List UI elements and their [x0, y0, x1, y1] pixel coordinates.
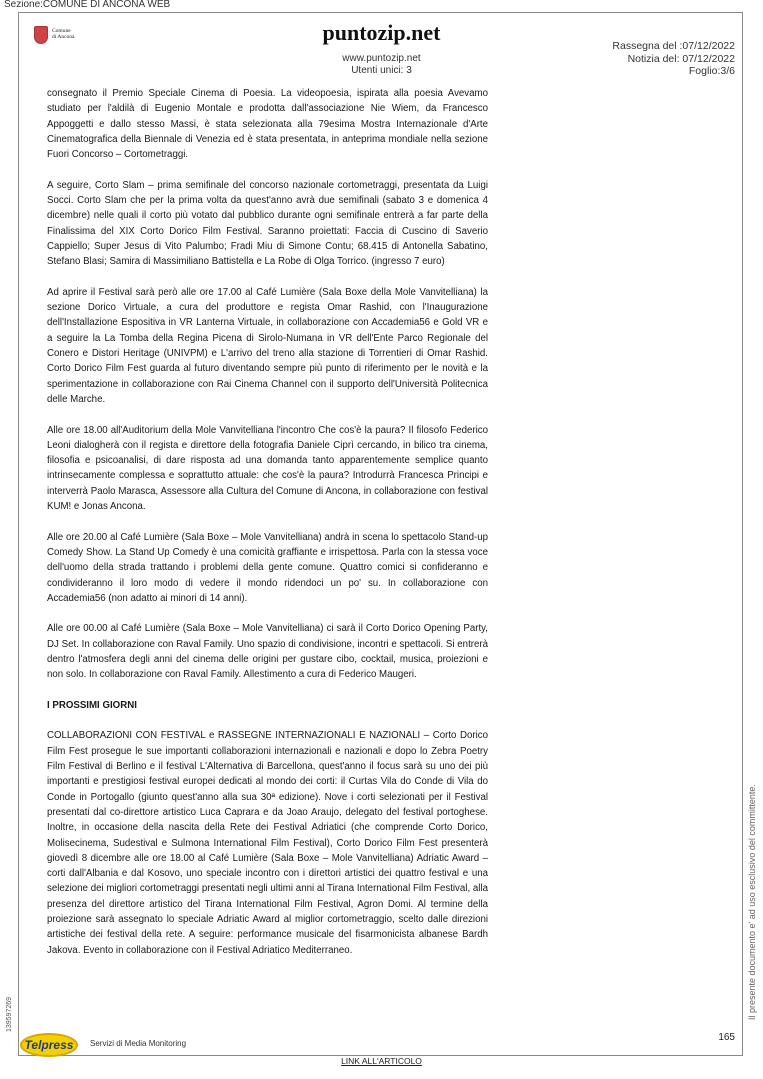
- publication-title: puntozip.net: [322, 20, 441, 45]
- telpress-badge: [20, 1033, 78, 1057]
- service-label: Servizi di Media Monitoring: [90, 1039, 187, 1048]
- section-heading: I PROSSIMI GIORNI: [47, 699, 137, 711]
- sheet-number: Foglio:3/6: [688, 65, 735, 77]
- telpress-logo: [20, 1033, 78, 1057]
- paragraph: consegnato il Premio Speciale Cinema di Poesia. La videopoesia, ispirata alla poesia Avevamo studiato per l'aldilà di Eugenio Montale e prodotta dall'associazione Nie Wiem, da Francesco Appoggetti e dallo stesso Massi, è stata selezionata alla 79esima Mostra Internazionale d'Arte Cinematografica della Biennale di Venezia ed è stata presentata, in anteprima mondiale nella sezione Fuori Concorso – Cortometraggi.: [47, 88, 488, 161]
- publication-site: www.puntozip.net: [342, 53, 421, 64]
- paragraph: COLLABORAZIONI CON FESTIVAL e RASSEGNE INTERNAZIONALI E NAZIONALI – Corto Dorico Film Fest prosegue le sue importanti collaborazioni internazionali e nazionali e dopo lo Zebra Poetry Film Festival di Berlino e il festival L'Alternativa di Barcellona, quest'anno il focus sarà su uno dei più importanti e prestigiosi festival europei dedicati al mondo dei corti: il Curtas Vila do Conde di Vila do Conde in Portogallo (giunto quest'anno alla sua 30ª edizione). Nove i corti selezionati per il Festival presentati dal co-direttore artistico Luca Caprara e da Joao Araujo, delegato del festival portoghese. Inoltre, in occasione della nascita della Rete dei Festival Adriatici (che comprende Corto Dorico, Molisecinema, Sudestival e Sulmona International Film Festival), Corto Dorico Film Fest presenterà giovedì 8 dicembre alle ore 18.00 al Café Lumière (Sala Boxe – Mole Vanvitelliana) Adriatic Award – corti dall'Albania e dal Kosovo, uno speciale incontro con i direttori artistici dei quattro festival e una selezione dei migliori cortometraggi presentati negli ultimi anni al Tirana International Film Festival, alla presenza del direttore artistico del Tirana International Film Festival, Agron Domi. Al termine della proiezione sarà assegnato lo speciale Adriatic Award al miglior cortometraggio, scelto dalle direzioni artistiche dei festival della rete. A seguire: performance musicale del fisarmonicista albanese Bardh Jakova. Evento in collaborazione con il Festival Adriatico Mediterraneo.: [47, 730, 488, 956]
- article-link[interactable]: LINK ALL'ARTICOLO: [341, 1056, 422, 1066]
- document-code: 139597269: [6, 996, 13, 1032]
- unique-users: Utenti unici: 3: [351, 65, 412, 76]
- logo-text-line1: Comune: [52, 28, 71, 34]
- section-label: Sezione:COMUNE DI ANCONA WEB: [4, 0, 171, 10]
- article-body: [47, 86, 488, 973]
- rassegna-date: Rassegna del :07/12/2022: [612, 40, 735, 52]
- paragraph: A seguire, Corto Slam – prima semifinale del concorso nazionale cortometraggi, presentata da Luigi Socci. Corto Slam che per la prima volta da quest'anno avrà due semifinali (sabato 3 e domenica 4 dicembre) nelle quali il corto più votato dal pubblico durante ogni semifinale entrerà a far parte della Finalissima del XIX Corto Dorico Film Festival. Saranno proiettati: Faccia di Cuscino di Saverio Cappiello; Super Jesus di Vito Palumbo; Fradi Miu di Simone Contu; 68.415 di Antonella Sabatino, Stefano Blasi; Samira di Massimiliano Battistella e La Robe di Olga Torrico. (ingresso 7 euro): [47, 179, 488, 268]
- paragraph: Alle ore 18.00 all'Auditorium della Mole Vanvitelliana l'incontro Che cos'è la paura? Il filosofo Federico Leoni dialogherà con il regista e direttore della fotografia Daniele Ciprì cercando, in bilico tra cinema, filosofia e psicoanalisi, di dare risposta ad una domanda tanto apparentemente semplice quanto intrinsecamente complessa e soprattutto attuale: che cos'è la paura? Introdurrà Francesca Principi e interverrà Paolo Marasca, Assessore alla Cultura del Comune di Ancona, in collaborazione con festival KUM! e Jonas Ancona.: [47, 424, 488, 513]
- paragraph: Alle ore 00.00 al Café Lumière (Sala Boxe – Mole Vanvitelliana) ci sarà il Corto Dorico Opening Party, DJ Set. In collaborazione con Raval Family. Uno spazio di condivisione, incontri e spettacoli. Si entrerà dentro l'atmosfera degli anni del cinema delle origini per gustare cibo, cocktail, musica, proiezioni e non solo. In collaborazione con Raval Family. Allestimento a cura di Federico Maugeri.: [47, 623, 488, 681]
- notizia-date: Notizia del: 07/12/2022: [627, 52, 735, 65]
- logo-text-line2: di Ancona: [52, 34, 75, 40]
- telpress-wordmark: Telpress: [24, 1038, 74, 1052]
- paragraph: Ad aprire il Festival sarà però alle ore 17.00 al Café Lumière (Sala Boxe della Mole Vanvitelliana) la sezione Dorico Virtuale, a cura del produttore e regista Omar Rashid, con l'Inaugurazione dell'Installazione Espositiva in VR Lanterna Virtuale, in collaborazione con Accademia56 e Gold VR e a seguire la La Tomba della Regina Picena di Sirolo-Numana in VR dell'Ente Parco Regionale del Conero e Distori Heritage (UNIVPM) e L'arrivo del treno alla stazione di Torrentieri di Omar Rashid. Corto Dorico Film Fest guarda al futuro diventando sempre più punto di riferimento per le novità e la sperimentazione in collaborazione con Rai Cinema Channel con il supporto dell'Università Politecnica delle Marche.: [47, 286, 488, 405]
- page-number: 165: [718, 1032, 735, 1043]
- paragraph: Alle ore 20.00 al Café Lumière (Sala Boxe – Mole Vanvitelliana) andrà in scena lo spettacolo Stand-up Comedy Show. La Stand Up Comedy è una comicità graffiante e irrispettosa. Parla con la stessa voce dell'uomo della strada trattando i problemi della gente comune. Quattro comici si confideranno e condivideranno il loro modo di vedere il mondo ridendoci un po' su. In collaborazione con Accademia56 (non adatto ai minori di 14 anni).: [47, 531, 488, 604]
- usage-notice: Il presente documento e' ad uso esclusivo del committente.: [747, 784, 757, 1020]
- review-meta: [612, 40, 735, 78]
